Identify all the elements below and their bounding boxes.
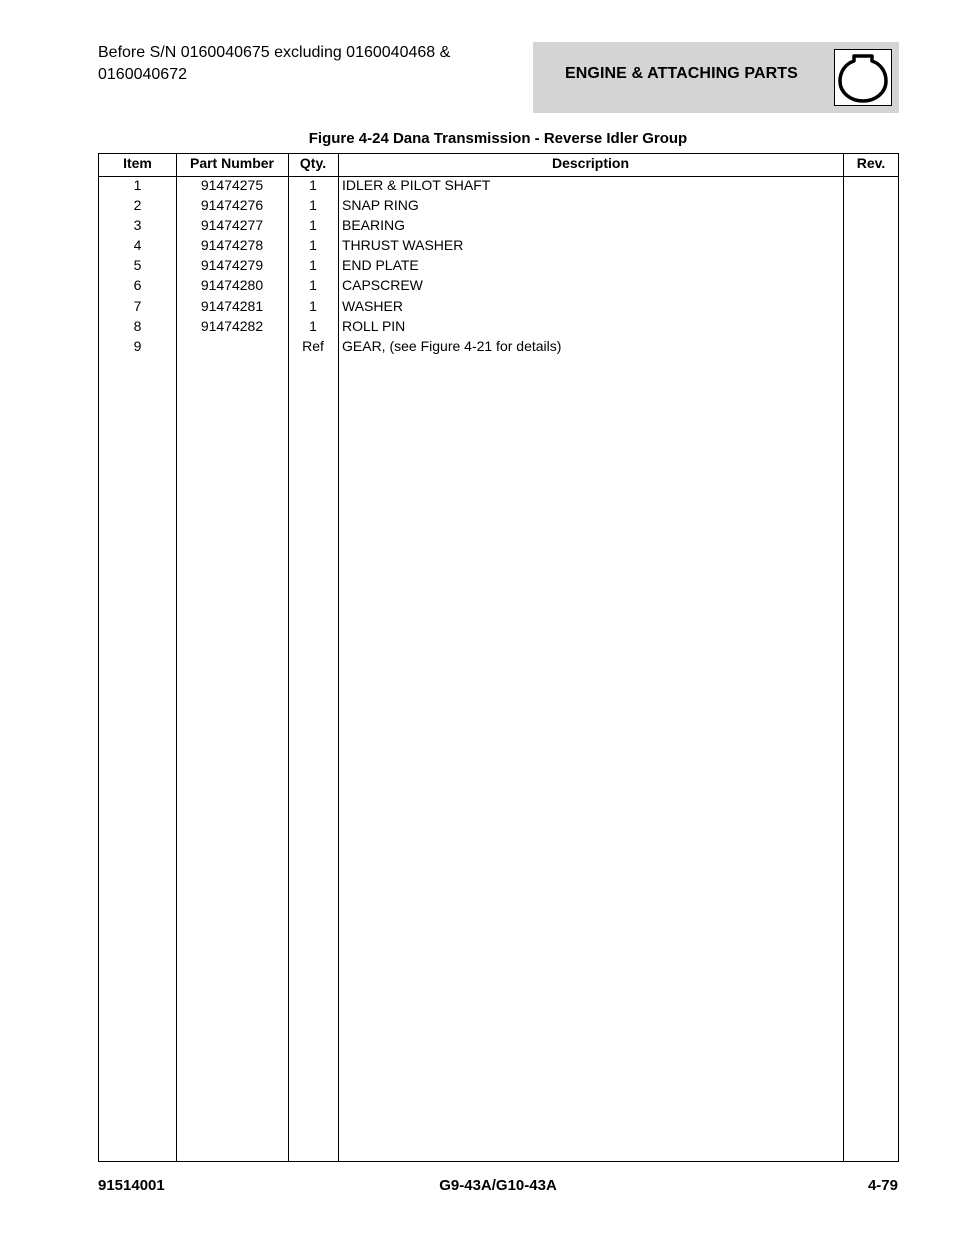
qty-cell: 1 [309,277,317,293]
rev-cell [843,316,899,336]
table-row [99,316,898,336]
part-number-cell: 91474279 [200,257,264,273]
part-number-cell: 91474280 [200,277,264,293]
item-cell: 4 [133,237,142,253]
column-header-rev: Rev. [856,155,886,171]
figure-title: Figure 4-24 Dana Transmission - Reverse Idler Group [308,130,688,147]
qty-cell: 1 [309,298,317,314]
description-cell: GEAR, (see Figure 4-21 for details) [342,338,562,354]
item-cell: 6 [133,277,142,293]
page-number: 4-79 [867,1177,898,1194]
rev-cell [843,275,899,295]
qty-cell: 1 [309,237,317,253]
qty-cell: 1 [309,217,317,233]
column-header-qty: Qty. [299,155,327,171]
table-row [99,195,898,215]
engine-icon-graphic [835,50,891,105]
item-cell: 1 [133,177,142,193]
part-number-cell [176,336,288,356]
part-number-cell: 91474278 [200,237,264,253]
qty-cell: 1 [309,197,317,213]
description-cell: WASHER [342,298,403,314]
qty-cell: Ref [302,338,324,354]
rev-cell [843,195,899,215]
column-header-item: Item [123,155,152,171]
section-title: ENGINE & ATTACHING PARTS [565,65,798,82]
description-cell: END PLATE [342,257,419,273]
qty-cell: 1 [309,318,317,334]
section-header [533,42,899,113]
parts-table [98,153,899,1162]
item-cell: 8 [133,318,142,334]
qty-cell: 1 [309,177,317,193]
item-cell: 2 [133,197,142,213]
part-number-cell: 91474277 [200,217,264,233]
engine-icon [834,49,892,106]
item-cell: 7 [133,298,142,314]
description-cell: IDLER & PILOT SHAFT [342,177,491,193]
rev-cell [843,296,899,316]
table-row [99,275,898,295]
description-cell: CAPSCREW [342,277,423,293]
model-number: G9-43A/G10-43A [439,1177,557,1194]
table-header-row [99,154,898,177]
table-row [99,235,898,255]
description-cell: SNAP RING [342,197,419,213]
serial-number-note: Before S/N 0160040675 excluding 0160040468 & 0160040672 [98,44,451,83]
column-header-description: Description [551,155,629,171]
item-cell: 3 [133,217,142,233]
part-number-cell: 91474281 [200,298,264,314]
description-cell: BEARING [342,217,406,233]
part-number-cell: 91474276 [200,197,264,213]
item-cell: 9 [133,338,142,354]
description-cell: ROLL PIN [342,318,406,334]
rev-cell [843,175,899,195]
rev-cell [843,336,899,356]
rev-cell [843,235,899,255]
part-number-cell: 91474275 [200,177,264,193]
table-row [99,336,898,356]
description-cell: THRUST WASHER [342,237,464,253]
part-number-cell: 91474282 [200,318,264,334]
table-row [99,215,898,235]
column-header-part-number: Part Number [189,155,275,171]
qty-cell: 1 [309,257,317,273]
table-row [99,255,898,275]
rev-cell [843,215,899,235]
table-row [99,296,898,316]
rev-cell [843,255,899,275]
table-row [99,175,898,195]
document-number: 91514001 [98,1177,165,1194]
item-cell: 5 [133,257,142,273]
